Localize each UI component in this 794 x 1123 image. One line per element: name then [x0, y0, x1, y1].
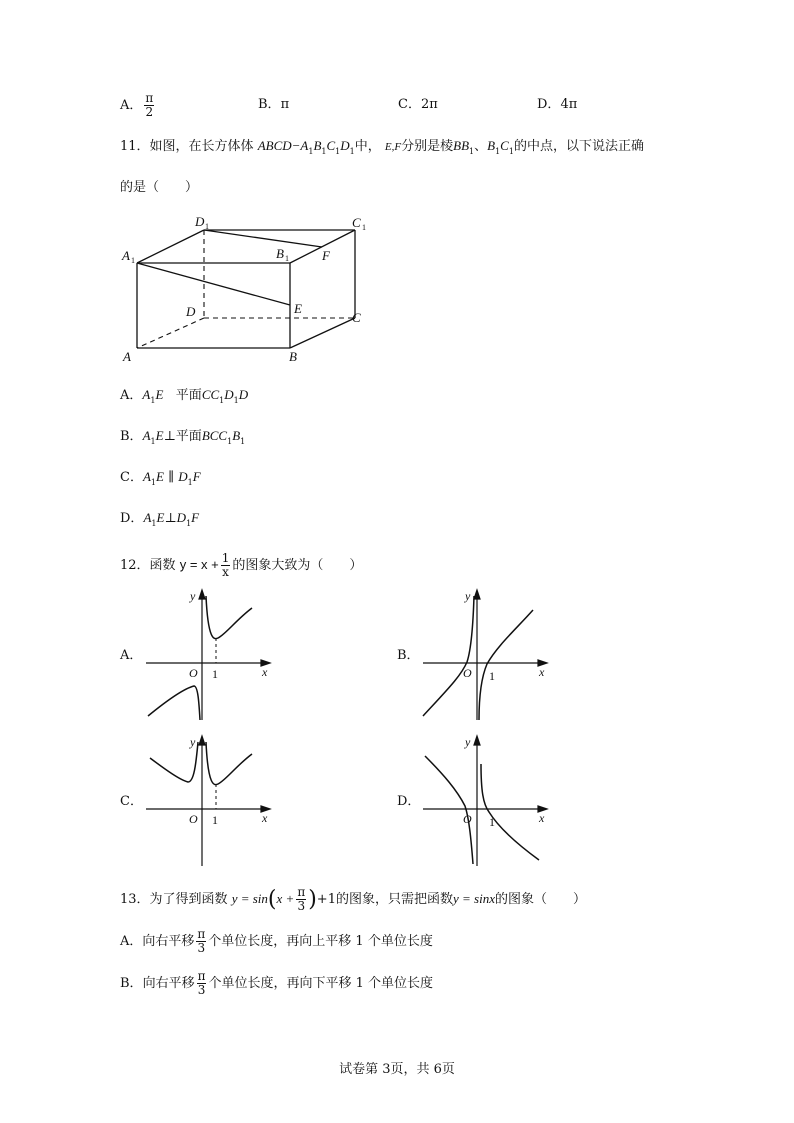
q12-stem: 12．函数 y = x + $\frac{1}{x}$ 的图象大致为（ ）	[120, 551, 363, 579]
svg-text:O: O	[189, 812, 198, 826]
label-a: A	[123, 349, 131, 364]
q12-graph-b	[417, 588, 557, 723]
label-e: E	[294, 301, 302, 316]
q13-stem: 13．为了得到函数 y = sin(x + $\frac{\pi}{3}$ )+1的图象，只需把函数y = sinx的图象（ ）	[120, 885, 586, 913]
label-b: B	[289, 349, 297, 364]
svg-text:1: 1	[205, 222, 209, 231]
q10-option-c: C．2π	[398, 97, 438, 112]
svg-text:y: y	[190, 589, 196, 603]
q12-graph-a	[140, 588, 280, 723]
svg-text:1: 1	[212, 813, 218, 827]
q10-option-a: A． $\frac{\pi}{2}$	[120, 91, 154, 119]
page-footer: 试卷第 3页，共 6页	[339, 1062, 455, 1077]
svg-text:O: O	[189, 666, 198, 680]
q12-option-c-label: C．	[120, 794, 143, 809]
label-d1: D	[195, 214, 205, 229]
svg-text:1: 1	[489, 669, 495, 683]
q11-option-d: D．$A_1E\perp D_1F$	[120, 510, 200, 528]
svg-text:1: 1	[131, 256, 135, 265]
q10-option-d: D．4π	[537, 97, 578, 112]
q12-graph-d	[417, 734, 557, 869]
svg-text:y: y	[465, 589, 471, 603]
svg-text:x: x	[262, 665, 268, 679]
svg-text:x: x	[539, 665, 545, 679]
q11-cuboid-figure	[118, 210, 378, 370]
label-a1: A	[122, 248, 130, 263]
q10-option-b: B．π	[258, 97, 290, 112]
q12-graph-c	[140, 734, 280, 869]
label-c: C	[352, 310, 361, 325]
svg-text:x: x	[539, 811, 545, 825]
label-f: F	[322, 248, 330, 263]
q13-option-b: B．向右平移 $\frac{\pi}{3}$ 个单位长度，再向下平移 1 个单位长度	[120, 969, 434, 997]
q12-option-b-label: B．	[397, 648, 420, 663]
q11-stem: 11．如图，在长方体体 $ABCD-A_1B_1C_1D_1$中， E,F分别是棱$BB_1$、$B_1C_1$的中点，以下说法正确	[120, 138, 644, 156]
svg-text:1: 1	[489, 815, 495, 829]
q12-option-a-label: A．	[120, 648, 143, 663]
label-c1: C	[352, 215, 361, 230]
q11-stem-line2: 的是（ ）	[120, 180, 199, 195]
svg-text:O: O	[463, 666, 472, 680]
svg-text:1: 1	[285, 254, 289, 263]
q11-option-a: A．$A_1E$ 平面$CC_1D_1D$	[120, 387, 249, 405]
q12-option-d-label: D．	[397, 794, 421, 809]
q11-option-b: B．$A_1E\perp$平面$BCC_1B_1$	[120, 428, 246, 446]
svg-text:y: y	[465, 735, 471, 749]
svg-text:1: 1	[212, 667, 218, 681]
q13-option-a: A．向右平移 $\frac{\pi}{3}$ 个单位长度，再向上平移 1 个单位长度	[120, 927, 433, 955]
svg-text:1: 1	[362, 223, 366, 232]
label-b1: B	[276, 246, 284, 261]
svg-text:y: y	[190, 735, 196, 749]
svg-text:x: x	[262, 811, 268, 825]
q11-option-c: C．$A_1E$ ∥ $D_1F$	[120, 469, 201, 487]
svg-text:O: O	[463, 812, 472, 826]
label-d: D	[186, 304, 196, 319]
